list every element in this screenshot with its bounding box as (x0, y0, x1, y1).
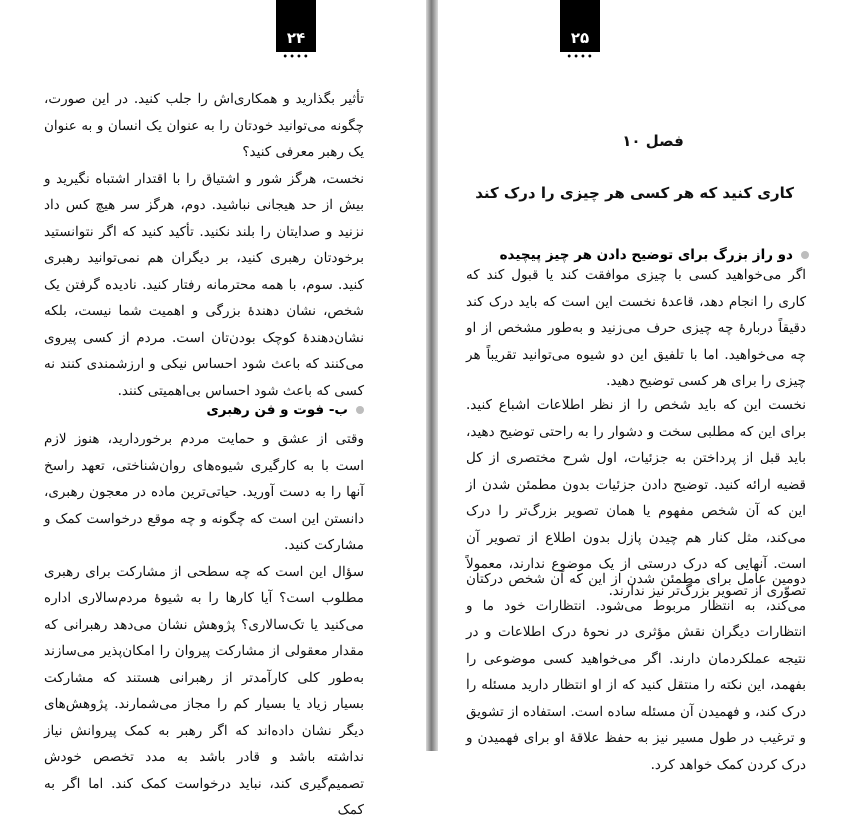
right-page (438, 0, 868, 773)
page-number-tab (276, 0, 316, 52)
paragraph: نخست این که باید شخص را از نظر اطلاعات اشباع کنید. برای این که مطلبی سخت و دشوار را به راحتی توضیح دهید، باید قبل از پرداختن به جزئیات، اول شرح مختصری از کل قضیه ارائه کنید. توضیح دادن جزئیات بدون مطمئن شدن از این که آن شخص مفهوم یا همان تصویر بزرگ‌تر را درک می‌کند، مثل کنار هم چیدن پازل بدون اطلاع از تصویر آن است. آنهایی که درک درستی از یک موضوع ندارند، معمولاً تصوّری از تصویر بزرگ‌تر نیز ندارند. (466, 397, 806, 599)
chapter-subtitle: کاری کنید که هر کسی هر چیزی را درک کند (475, 184, 794, 202)
page-number: ۲۴ (286, 29, 306, 47)
left-page (0, 0, 426, 818)
paragraph: تأثیر بگذارید و همکاری‌اش را جلب کنید. در این صورت، چگونه می‌توانید خودتان را به عنوان یک انسان و به عنوان یک رهبر معرفی کنید؟ (44, 91, 364, 160)
page-number-dots: •••• (566, 52, 594, 63)
section-heading (206, 402, 364, 418)
page-number-dots: •••• (282, 52, 310, 63)
chapter-title: فصل ۱۰ (622, 132, 684, 150)
body-text (466, 262, 806, 395)
paragraph: سؤال این است که چه سطحی از مشارکت برای رهبری مطلوب است؟ آیا کارها را به شیوهٔ مردم‌سالاری اداره می‌کنید یا تک‌سالاری؟ پژوهش نشان می‌دهد رهبرانی که مقدار معقولی از مشارکت پیروان را امکان‌پذیر می‌سازند به‌طور کلی کارآمدتر از رهبرانی هستند که مشارکت بسیار زیاد یا بسیار کم را مجاز می‌شمارند. پژوهش‌های دیگر نشان داده‌اند که اگر رهبر به کمک پیروانش نیاز نداشته باشد و قادر باشد به مدد تخصص خودش تصمیم‌گیری کند، نباید درخواست کمک کند. اما اگر به کمک (44, 563, 364, 818)
body-text-bottom (44, 426, 364, 824)
paragraph: وقتی از عشق و حمایت مردم برخوردارید، هنوز لازم است با به کارگیری شیوه‌های روان‌شناختی، تعهد راسخ آنها را به دست آورید. حیاتی‌ترین ماده در معجون رهبری، دانستن این است که چگونه و چه موقع درخواست کمک و مشارکت کنید. (44, 431, 364, 553)
page-number: ۲۵ (570, 29, 590, 47)
paragraph: نخست، هرگز شور و اشتیاق را با اقتدار اشتباه نگیرید و بیش از حد هیجانی نباشید. دوم، هرگز سر هیچ کس داد نزنید و صدایتان را بلند نکنید. تأکید کنید که اگر نتوانستید برخودتان رهبری کنید، بر دیگران هم نمی‌توانید رهبری کنید. سوم، با همه محترمانه رفتار کنید. نادیده گرفتن یک شخص، نشان دهندهٔ بزرگی و اهمیت شما نیست، بلکه نشان‌دهندهٔ کوچک بودن‌تان است. مردم از کسی پیروی می‌کنند که باعث شود احساس نیکی و ارزشمندی کنند نه کسی که باعث شود احساس بی‌اهمیتی کنند. (44, 170, 364, 399)
section-heading (500, 247, 809, 263)
body-text-top (44, 86, 364, 404)
section-heading-text: ب- فوت و فن رهبری (206, 402, 348, 418)
bullet-icon (356, 406, 364, 414)
paragraph: اگر می‌خواهید کسی با چیزی موافقت کند یا قبول کند که کاری را انجام دهد، قاعدهٔ نخست این است که باید درک کند دقیقاً دربارهٔ چه چیزی حرف می‌زنید و به‌طور مشخص از او چه می‌خواهید. اما با تلفیق این دو شیوه می‌توانید تقریباً هر چیزی را برای هر کسی توضیح دهید. (466, 267, 806, 389)
paragraph: دومین عامل برای مطمئن شدن از این که آن شخص درکتان می‌کند، به انتظار مربوط می‌شود. انتظارات خود ما و انتظارات دیگران نقش مؤثری در نحوهٔ درک اطلاعات و در نتیجه عملکردمان دارند. اگر می‌خواهید کسی موضوعی را بفهمد، این نکته را منتقل کنید که از او انتظار دارید مسئله را درک کند، و فهمیدن آن مسئله ساده است. استفاده از تشویق و ترغیب در طول مسیر نیز به حفظ علاقهٔ او برای فهمیدن و درک کردن کمک خواهد کرد. (466, 571, 806, 773)
section-heading-text: دو راز بزرگ برای توضیح دادن هر چیز پیچیده (499, 247, 793, 263)
book-gutter (426, 0, 438, 751)
bullet-icon (801, 251, 809, 259)
page-number-tab (560, 0, 600, 52)
body-text (466, 566, 806, 778)
